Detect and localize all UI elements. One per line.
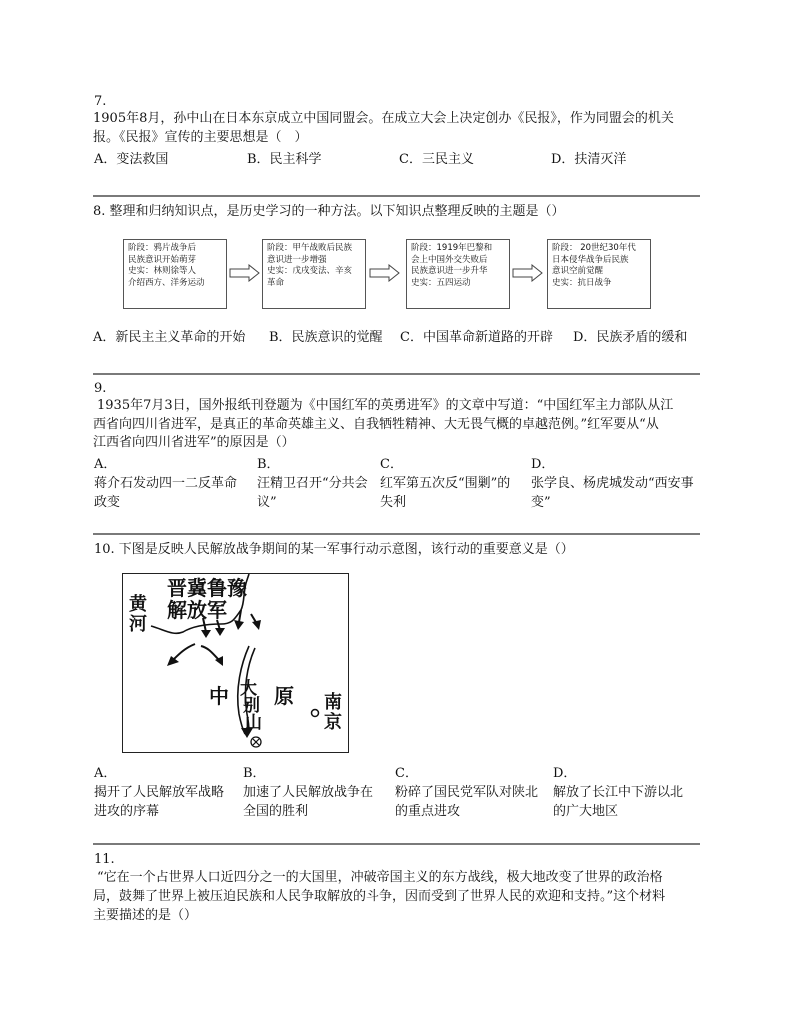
q8-stem: 8. 整理和归纳知识点，是历史学习的一种方法。以下知识点整理反映的主题是（） [93, 204, 565, 219]
option-text: 解放了长江中下游以北 [553, 785, 684, 800]
flow-box-2 [262, 239, 366, 309]
flow-text: 革命 [267, 277, 285, 288]
q7-stem-line1: 1905年8月，孙中山在日本东京成立中国同盟会。在成立大会上决定创办《民报》，作为同盟会的机关 [93, 111, 674, 126]
option-text: 议” [257, 495, 277, 510]
option-letter: A． [94, 766, 117, 781]
option-text: 全国的胜利 [243, 804, 309, 819]
q10-option-b[interactable] [243, 764, 388, 821]
option-letter: B． [257, 457, 280, 472]
map-label-river: 黄 [129, 594, 147, 615]
map-label-dabie-mountain: 山 [245, 713, 262, 733]
map-label-zhongyuan: 中 [209, 684, 229, 708]
q7-option-a[interactable]: A．变法救国 [94, 152, 169, 167]
q9-stem-line2: 西省向四川省进军，是真正的革命英雄主义、自我牺牲精神、大无畏气概的卓越范例。”红军要从“从 [93, 417, 659, 432]
flow-text: 意识进一步增强 [267, 254, 327, 265]
q10-option-a[interactable] [94, 764, 244, 821]
divider [93, 843, 700, 845]
q9-stem-line1: 1935年7月3日，国外报纸刊登题为《中国红军的英勇进军》的文章中写道：“中国红军主力部队从江 [97, 398, 674, 413]
divider [93, 533, 700, 535]
flow-text: 阶段：鸦片战争后 [128, 243, 197, 253]
flow-text: 民族意识进一步升华 [411, 266, 488, 276]
map-label-nanjing: 南 [324, 692, 342, 713]
option-text: 变” [531, 495, 551, 510]
q9-number: 9. [94, 381, 107, 396]
divider [93, 195, 700, 197]
flow-arrow-icon [369, 264, 401, 282]
divider [93, 373, 700, 375]
q7-option-c[interactable]: C．三民主义 [399, 152, 474, 167]
arrowhead-icon [252, 620, 261, 630]
q11-stem-line1: “它在一个占世界人口近四分之一的大国里，冲破帝国主义的东方战线，极大地改变了世界的政治格 [97, 870, 663, 885]
q8-option-c[interactable]: C．中国革命新道路的开辟 [400, 330, 553, 345]
q8-option-b[interactable]: B．民族意识的觉醒 [269, 330, 383, 345]
arrowhead-icon [215, 628, 225, 636]
option-text: 失利 [380, 495, 407, 510]
option-letter: B． [243, 766, 266, 781]
flow-box-1 [123, 239, 227, 309]
flow-text: 史实：五四运动 [411, 277, 471, 288]
q11-stem-line2: 局，鼓舞了世界上被压迫民族和人民争取解放的斗争，因而受到了世界人民的欢迎和支持。”这个材料 [93, 889, 666, 904]
q7-stem-line2: 报。《民报》宣传的主要思想是（ ） [93, 130, 308, 145]
option-text: 政变 [94, 495, 121, 510]
flow-text: 民族意识开始萌芽 [128, 254, 197, 265]
option-letter: C． [380, 457, 403, 472]
flow-text: 阶段：1919年巴黎和 [411, 243, 493, 253]
q10-option-c[interactable] [395, 764, 555, 821]
option-text: 汪精卫召开“分共会 [257, 476, 368, 491]
option-text: 进攻的序幕 [94, 804, 160, 819]
option-text: 张学良、杨虎城发动“西安事 [531, 476, 694, 491]
q7-option-d[interactable]: D．扶清灭洋 [551, 152, 627, 167]
option-text: 的重点进攻 [395, 804, 461, 819]
option-text: 蒋介石发动四一二反革命 [94, 476, 238, 491]
flow-text: 史实：戊戌变法、辛亥 [267, 266, 353, 276]
q7-option-b[interactable]: B．民主科学 [247, 152, 322, 167]
q9-stem-line3: 江西省向四川省进军”的原因是（） [93, 435, 295, 450]
map-label-river: 河 [129, 614, 147, 635]
flow-text: 史实：林则徐等人 [128, 266, 197, 276]
q7-number: 7. [94, 94, 107, 109]
option-text: 的广大地区 [553, 804, 619, 819]
q9-option-c[interactable] [380, 455, 525, 512]
option-letter: D． [531, 457, 555, 472]
option-text: 加速了人民解放战争在 [243, 785, 374, 800]
map-drawing [123, 574, 347, 751]
map-label-nanjing: 京 [324, 712, 342, 733]
flow-text: 史实：抗日战争 [552, 277, 612, 288]
flow-box-4 [547, 239, 651, 309]
flow-arrow-icon [512, 264, 544, 282]
flow-text: 阶段： 20世纪30年代 [552, 243, 636, 253]
map-label-dabie-mountain: 大 [240, 679, 257, 699]
arrow-line [173, 644, 195, 660]
option-text: 粉碎了国民党军队对陕北 [395, 785, 539, 800]
flow-text: 介绍西方、洋务运动 [128, 277, 205, 288]
option-text: 揭开了人民解放军战略 [94, 785, 225, 800]
flow-text: 意识空前觉醒 [552, 266, 604, 276]
q8-option-d[interactable]: D．民族矛盾的缓和 [573, 330, 688, 345]
q10-stem: 10. 下图是反映人民解放战争期间的某一军事行动示意图，该行动的重要意义是（） [94, 542, 574, 557]
map-label-zhongyuan: 原 [274, 684, 294, 708]
map-label-dabie-mountain: 别 [243, 696, 260, 716]
arrowhead-icon [167, 656, 179, 666]
option-letter: D． [553, 766, 577, 781]
option-letter: A． [94, 457, 117, 472]
arrowhead-icon [201, 630, 211, 638]
q9-option-a[interactable] [94, 455, 244, 512]
q10-campaign-map [122, 573, 349, 753]
map-label-army: 解放军 [167, 598, 227, 622]
map-label-army: 晋冀鲁豫 [167, 576, 247, 600]
arrow-line [201, 646, 219, 660]
city-dot-icon [312, 710, 319, 717]
q10-option-d[interactable] [553, 764, 703, 821]
flow-text: 阶段：甲午战败后民族 [267, 243, 353, 253]
flow-arrow-icon [229, 264, 261, 282]
q11-stem-line3: 主要描述的是（） [93, 908, 198, 923]
q8-option-a[interactable]: A．新民主主义革命的开始 [93, 330, 246, 345]
flow-text: 会上中国外交失败后 [411, 254, 488, 265]
flow-box-3 [406, 239, 510, 309]
option-text: 红军第五次反“围剿”的 [380, 476, 511, 491]
flow-text: 日本侵华战争后民族 [552, 254, 629, 265]
arrowhead-icon [234, 620, 244, 630]
option-letter: C． [395, 766, 418, 781]
q9-option-b[interactable] [257, 455, 377, 512]
q9-option-d[interactable] [531, 455, 706, 512]
q11-number: 11. [94, 852, 115, 867]
